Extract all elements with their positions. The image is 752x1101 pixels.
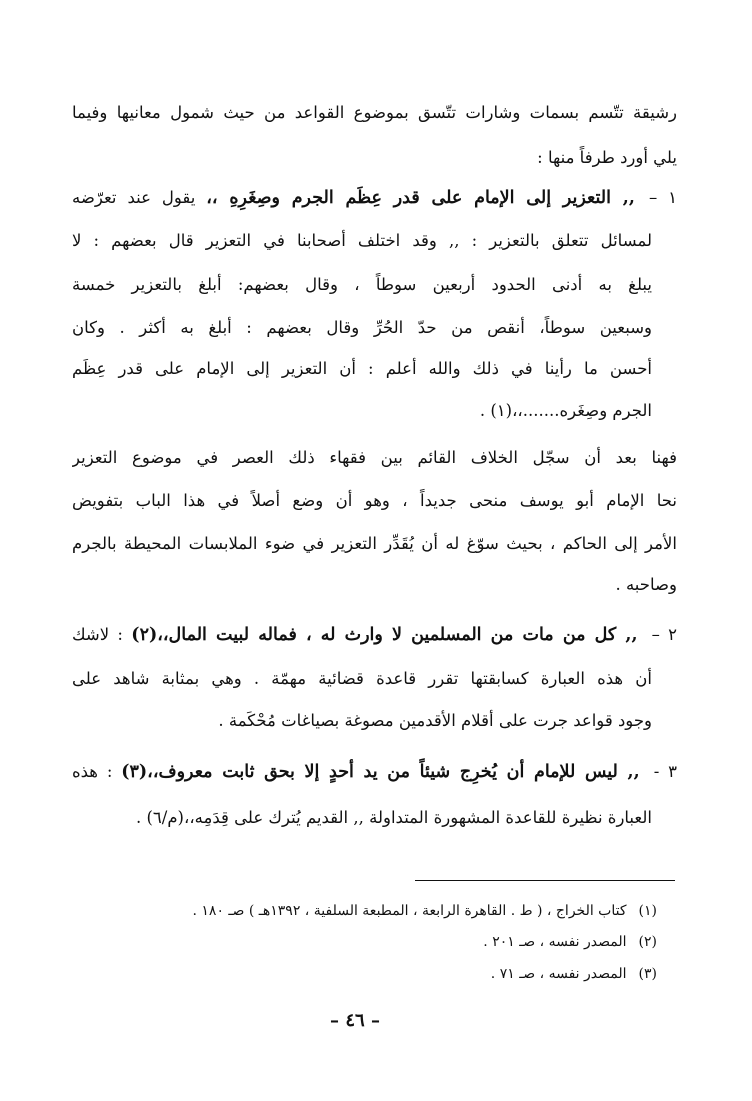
item-3-number: ٣ - (653, 762, 677, 781)
body-line: العبارة نظيرة للقاعدة المشهورة المتداولة ,, القديم يُترك على قِدَمِه،،(م/٦) . (135, 808, 652, 827)
quote-line: لمسائل تتعلق بالتعزير : ,, وقد اختلف أصحابنا في التعزير قال بعضهم : لا (72, 231, 652, 250)
footnote-separator (415, 880, 675, 881)
quote-line: أحسن ما رأينا في ذلك والله أعلم : أن التعزير إلى الإمام على قدر عِظَم (72, 359, 652, 378)
footnote-3 (97, 962, 657, 986)
item-1-heading (72, 183, 677, 213)
item-2-heading (72, 620, 677, 650)
item-3-after-title: : هذه (72, 762, 113, 781)
footnote-number: (٣) (638, 966, 657, 982)
body-line: أن هذه العبارة كسابقتها تقرر قاعدة قضائية مهمّة . وهي بمثابة شاهد على (72, 669, 652, 688)
body-line: وصاحبه . (615, 575, 677, 594)
item-3-heading (72, 757, 677, 787)
footnote-number: (٢) (638, 934, 657, 950)
footnote-number: (١) (638, 903, 657, 919)
footnote-2 (97, 930, 657, 954)
item-1-number: ١ – (648, 188, 677, 207)
footnote-text: كتاب الخراج ، ( ط . القاهرة الرابعة ، المطبعة السلفية ، ١٣٩٢هـ ) صـ ١٨٠ . (192, 903, 627, 919)
footnote-1 (97, 899, 657, 923)
item-2-number: ٢ – (651, 625, 677, 644)
footnote-text: المصدر نفسه ، صـ ٢٠١ . (483, 934, 627, 950)
quote-line: الجرم وصِغَره.......،،(١) . (479, 401, 652, 420)
footnote-text: المصدر نفسه ، صـ ٧١ . (490, 966, 627, 982)
item-2-title: ,, كل من مات من المسلمين لا وارث له ، فماله لبيت المال،،(٢) (131, 625, 638, 645)
item-2-after-title: : لاشك (72, 625, 123, 644)
body-line: رشيقة تتّسم بسمات وشارات تتّسق بموضوع القواعد من حيث شمول معانيها وفيما (72, 103, 677, 122)
body-line: فهنا بعد أن سجّل الخلاف القائم بين فقهاء ذلك العصر في موضوع التعزير (72, 448, 677, 467)
item-3-title: ,, ليس للإمام أن يُخرِج شيئاً من يد أحدٍ إلا بحق ثابت معروف،،(٣) (121, 762, 640, 782)
body-line: الأمر إلى الحاكم ، بحيث سوّغ له أن يُقَدِّر التعزير في ضوء الملابسات المحيطة بالجرم (72, 534, 677, 553)
body-line: يلي أورد طرفاً منها : (537, 148, 677, 167)
body-line: وجود قواعد جرت على أقلام الأقدمين مصوغة بصياغات مُحْكَمة . (218, 711, 652, 730)
quote-line: وسبعين سوطاً، أنقص من حدّ الحُرِّ وقال بعضهم : أبلغ به أكثر . وكان (72, 318, 652, 337)
body-line: نحا الإمام أبو يوسف منحى جديداً ، وهو أن وضع أصلاً في هذا الباب بتفويض (72, 491, 677, 510)
page-number: – ٤٦ – (330, 1010, 380, 1031)
quote-line: يبلغ به أدنى الحدود أربعين سوطاً ، وقال بعضهم: أبلغ بالتعزير خمسة (72, 275, 652, 294)
item-1-after-title: يقول عند تعرّضه (72, 188, 196, 207)
item-1-title: ,, التعزير إلى الإمام على قدر عِظَم الجرم وصِغَرِهِ ،، (206, 188, 635, 208)
